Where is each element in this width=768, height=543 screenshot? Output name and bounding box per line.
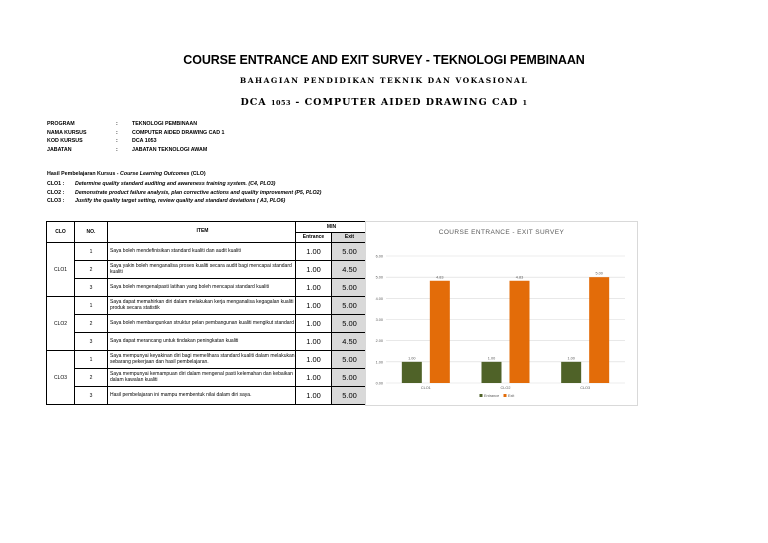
info-sep: : [116,138,118,144]
table-row [47,315,368,333]
header-item: ITEM [108,222,296,243]
clo-cell: CLO3 [47,351,75,405]
info-label: KOD KURSUS [47,138,83,144]
clo-text: Justify the quality target setting, review quality and standard deviations ( A3, PLO6) [75,198,286,205]
x-tick-label: CLO2 [500,386,511,390]
no-cell: 1 [75,297,108,315]
item-cell: Saya boleh mengenalpasti latihan yang boleh mencapai standard kualiti [108,279,296,297]
clo-label: CLO3 : [47,198,65,205]
header-min: MIN [296,222,368,233]
item-cell: Saya dapat merancang untuk tindakan peningkatan kualiti [108,333,296,351]
entrance-cell: 1.00 [296,387,332,405]
bar-exit [510,281,530,383]
info-value: COMPUTER AIDED DRAWING CAD 1 [132,129,225,136]
exit-cell: 5.00 [332,315,368,333]
page-title: COURSE ENTRANCE AND EXIT SURVEY - TEKNOLOGI PEMBINAAN [183,53,585,67]
clo-heading-italic: Course Learning Outcomes [120,171,190,177]
entrance-cell: 1.00 [296,333,332,351]
bar-entrance [561,362,581,383]
legend-label: Exit [508,394,515,398]
info-value: TEKNOLOGI PEMBINAAN [132,121,198,127]
item-cell: Saya mempunyai kemampuan diri dalam mengenal pasti kelemahan dan kebaikan dalam kawalan kualiti [108,369,296,387]
info-sep: : [116,121,118,127]
exit-cell: 5.00 [332,297,368,315]
no-cell: 2 [75,315,108,333]
info-row [47,137,225,146]
y-tick-label: 0.00 [375,381,383,386]
info-label: JABATAN [47,146,72,153]
clo-cell: CLO2 [47,297,75,351]
no-cell: 2 [75,369,108,387]
clo-list [47,180,321,206]
clo-item [47,197,321,206]
legend-swatch [480,394,483,397]
bar-entrance [482,362,502,383]
course-info [47,120,225,154]
table-row [47,297,368,315]
info-row [47,120,225,129]
clo-item [47,189,321,198]
exit-cell: 5.00 [332,279,368,297]
table-row [47,279,368,297]
x-tick-label: CLO1 [420,386,431,390]
info-label: PROGRAM [47,121,75,127]
info-sep: : [116,129,118,136]
header-entrance: Entrance [296,232,332,243]
no-cell: 3 [75,387,108,405]
info-value: JABATAN TEKNOLOGI AWAM [132,146,208,153]
exit-cell: 4.50 [332,261,368,279]
clo-cell: CLO1 [47,243,75,297]
clo-text: Demonstrate product failure analysis, plan corrective actions and quality improvement (P5, PLO2) [75,189,322,196]
y-tick-label: 1.00 [375,360,383,365]
header-clo: CLO [47,222,75,243]
legend-swatch [504,394,507,397]
course-code: DCA [240,97,267,108]
no-cell: 3 [75,333,108,351]
data-label: 1.00 [567,356,575,361]
exit-cell: 5.00 [332,351,368,369]
data-label: 1.00 [408,356,416,361]
legend-label: Entrance [484,394,500,398]
item-cell: Saya boleh mendefinisikan standard kualiti dan audit kualiti [108,243,296,261]
entrance-cell: 1.00 [296,261,332,279]
course-level: 1 [522,99,528,107]
item-cell: Saya boleh membangunkan struktur pelan pembangunan kualiti mengikut standard [108,315,296,333]
entrance-cell: 1.00 [296,243,332,261]
clo-heading-prefix: Hasil Pembelajaran Kursus - [47,171,121,177]
bar-exit [589,277,609,383]
clo-heading [47,171,206,177]
table-header-row [47,222,368,233]
bar-entrance [402,362,422,383]
chart-title: COURSE ENTRANCE - EXIT SURVEY [438,229,565,236]
item-cell: Hasil pembelajaran ini mampu membentuk nilai dalam diri saya. [108,387,296,405]
y-tick-label: 2.00 [375,339,383,344]
table-row [47,261,368,279]
table-row [47,387,368,405]
exit-cell: 5.00 [332,369,368,387]
y-tick-label: 6.00 [375,254,383,259]
course-title [0,97,768,108]
chart-svg [366,222,637,405]
y-tick-label: 5.00 [375,275,383,280]
clo-text: Determine quality standard auditing and awareness training system. (C4, PLO3) [75,181,276,187]
header-exit: Exit [332,232,368,243]
exit-cell: 5.00 [332,243,368,261]
no-cell: 1 [75,351,108,369]
info-value: DCA 1053 [132,138,157,144]
bar-exit [430,281,450,383]
item-cell: Saya dapat memahirkan diri dalam melakukan kerja menganalisa kegagalan kualiti produk secara statistik [108,297,296,315]
survey-chart [365,221,638,406]
data-label: 1.00 [487,356,496,361]
info-sep: : [116,146,118,153]
entrance-cell: 1.00 [296,351,332,369]
exit-cell: 4.50 [332,333,368,351]
exit-cell: 5.00 [332,387,368,405]
info-row [47,129,225,138]
data-label: 4.83 [515,275,524,280]
table-row [47,369,368,387]
table-row [47,351,368,369]
y-tick-label: 4.00 [375,296,383,301]
data-label: 5.00 [595,271,603,276]
clo-item [47,180,321,189]
department-title: BAHAGIAN PENDIDIKAN TEKNIK DAN VOKASIONAL [239,76,529,85]
entrance-cell: 1.00 [296,279,332,297]
clo-heading-suffix: (CLO) [189,171,206,177]
survey-table [46,221,368,405]
course-name: COMPUTER AIDED DRAWING CAD [304,97,519,108]
entrance-cell: 1.00 [296,315,332,333]
table-row [47,333,368,351]
x-tick-label: CLO3 [580,386,591,390]
table-row [47,243,368,261]
entrance-cell: 1.00 [296,369,332,387]
clo-label: CLO2 : [47,189,65,196]
clo-label: CLO1 : [47,181,65,187]
no-cell: 1 [75,243,108,261]
header-no: NO. [75,222,108,243]
y-tick-label: 3.00 [375,318,383,322]
course-dash: - [295,97,301,108]
item-cell: Saya mempunyai keyakinan diri bagi memelihara standard kualiti dalam melakukan sebarang pekerjaan dan hasil pembelajaran. [108,351,296,369]
info-label: NAMA KURSUS [47,129,87,136]
course-number: 1053 [270,99,292,107]
item-cell: Saya yakin boleh menganalisa proses kualiti secara audit bagi mencapai standard kualiti [108,261,296,279]
info-row [47,146,225,155]
no-cell: 2 [75,261,108,279]
data-label: 4.83 [436,275,444,280]
entrance-cell: 1.00 [296,297,332,315]
no-cell: 3 [75,279,108,297]
